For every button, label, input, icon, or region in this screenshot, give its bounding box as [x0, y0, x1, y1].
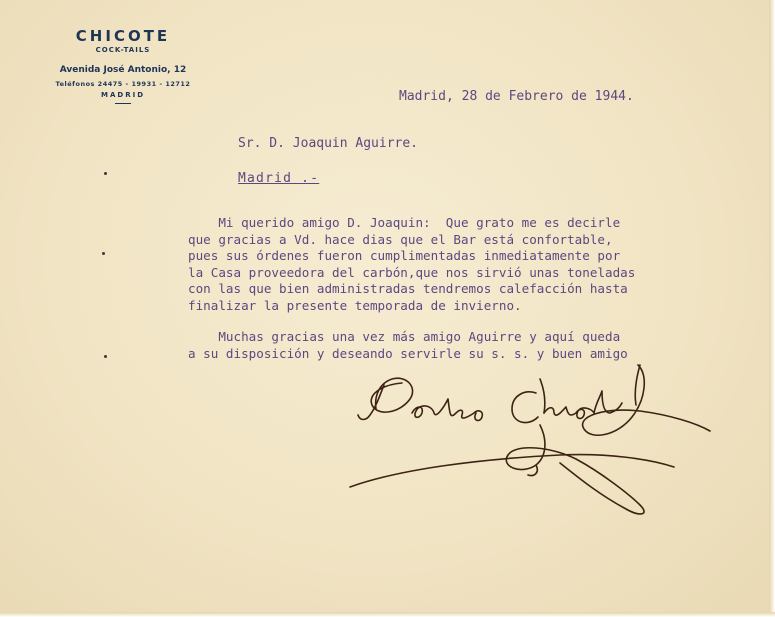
ink-dot: [104, 172, 107, 175]
paragraph-line: Mi querido amigo D. Joaquin: Que grato me es decirle: [188, 215, 621, 230]
letterhead-subtitle: COCK-TAILS: [95, 46, 151, 54]
date-line: Madrid, 28 de Febrero de 1944.: [399, 89, 634, 104]
letterhead-city: MADRID: [101, 91, 145, 99]
paragraph-line: a su disposición y deseando servirle su s. s. y buen amigo: [188, 345, 628, 361]
recipient-city: Madrid .-: [238, 171, 320, 186]
paragraph-line: pues sus órdenes fueron cumplimentadas inmediatamente por: [188, 248, 621, 264]
ink-dot: [104, 355, 107, 358]
paper-edge-bottom: [0, 612, 775, 617]
handwritten-signature: [340, 355, 740, 515]
letterhead-rule: [115, 103, 131, 104]
paragraph-line: la Casa proveedora del carbón,que nos sirvió unas toneladas: [188, 264, 636, 280]
letterhead-phones: Teléfonos 24475 - 19931 - 12712: [55, 80, 191, 88]
recipient-name: Sr. D. Joaquin Aguirre.: [238, 136, 419, 151]
letterhead-address: Avenida José Antonio, 12: [59, 65, 187, 75]
paragraph-line: Muchas gracias una vez más amigo Aguirre y aquí queda: [188, 329, 621, 344]
paragraph-line: finalizar la presente temporada de invierno.: [188, 297, 522, 313]
ink-dot: [102, 252, 105, 255]
paper-edge-right: [769, 0, 775, 617]
paragraph-line: con las que bien administradas tendremos calefacción hasta: [188, 281, 628, 297]
letterhead-name: CHICOTE: [75, 27, 171, 45]
letter-paragraph-1: [188, 215, 635, 315]
paragraph-line: que gracias a Vd. hace dias que el Bar está confortable,: [188, 231, 613, 247]
letterhead: [40, 27, 206, 104]
